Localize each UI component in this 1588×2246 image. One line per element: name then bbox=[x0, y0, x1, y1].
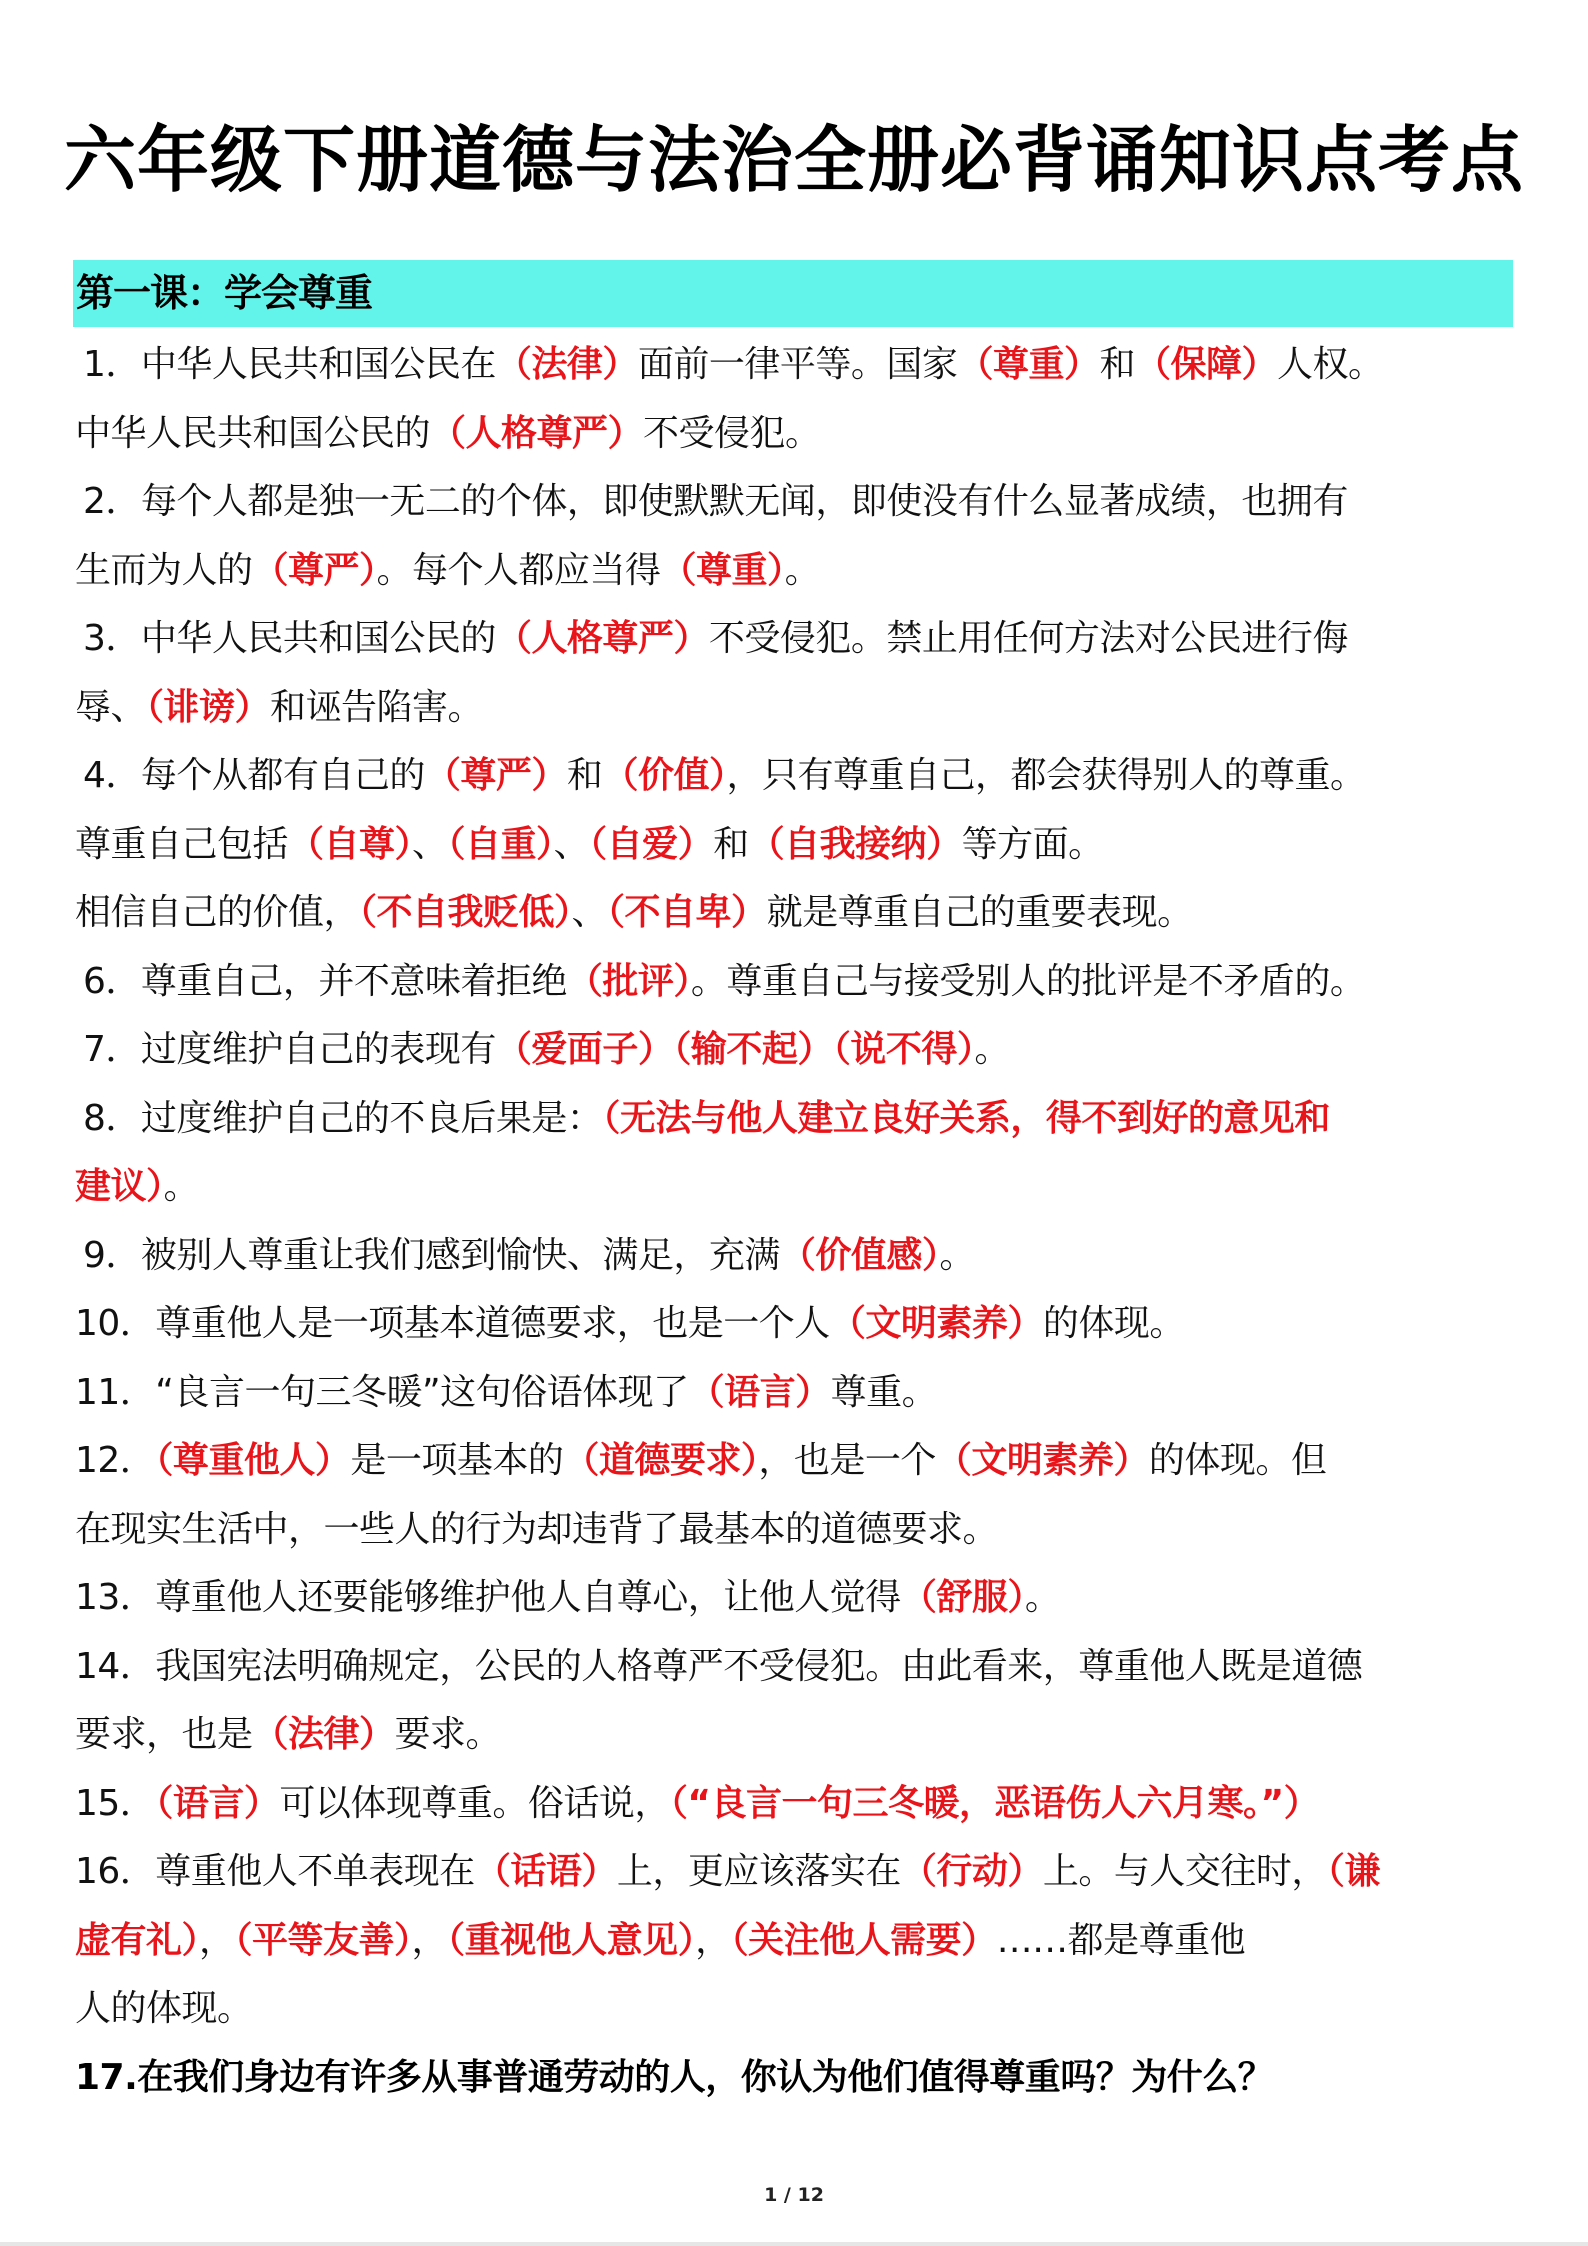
highlighted-answer: （尊严） bbox=[252, 549, 377, 591]
body-text: 就是尊重自己的重要表现。 bbox=[766, 892, 1193, 933]
body-text: 的体现。 bbox=[1042, 1303, 1185, 1344]
text-line bbox=[75, 1085, 1515, 1154]
body-text: 。 bbox=[163, 1166, 200, 1207]
highlighted-answer: （价值感） bbox=[779, 1234, 940, 1276]
body-text: 面前一律平等。国家 bbox=[637, 344, 958, 385]
body-text: 7．过度维护自己的表现有 bbox=[83, 1029, 496, 1070]
body-text: 可以体现尊重。俗话说， bbox=[279, 1782, 670, 1824]
text-line bbox=[75, 811, 1515, 880]
highlighted-answer: （尊重） bbox=[660, 549, 785, 591]
body-text: 4．每个从都有自己的 bbox=[83, 755, 425, 796]
text-line bbox=[75, 1016, 1515, 1085]
text-line bbox=[75, 948, 1515, 1017]
text-line bbox=[75, 1975, 1515, 2044]
body-text: 等方面。 bbox=[961, 823, 1104, 865]
body-text: 上，更应该落实在 bbox=[616, 1851, 901, 1892]
body-text: 是一项基本的 bbox=[350, 1440, 564, 1481]
highlighted-answer: （自重） bbox=[447, 823, 554, 865]
page-bottom-divider bbox=[0, 2242, 1588, 2246]
body-text: ……都是尊重他 bbox=[996, 1919, 1246, 1961]
highlighted-answer: （重视他人意见） bbox=[447, 1919, 696, 1961]
body-text: 在现实生活中，一些人的行为却违背了最基本的道德要求。 bbox=[75, 1508, 999, 1550]
text-line bbox=[75, 1290, 1515, 1359]
body-text: 不受侵犯。 bbox=[643, 412, 821, 454]
body-text: 15． bbox=[75, 1782, 156, 1824]
body-text: 尊重自己包括 bbox=[75, 823, 289, 865]
text-line bbox=[75, 1701, 1515, 1770]
body-text: 。尊重自己与接受别人的批评是不矛盾的。 bbox=[690, 960, 1366, 1002]
body-text: 和 bbox=[713, 823, 749, 865]
highlighted-answer: （文明素养） bbox=[935, 1440, 1149, 1481]
body-text: 辱、 bbox=[75, 686, 147, 728]
body-text: 12． bbox=[75, 1440, 156, 1481]
text-line bbox=[75, 1359, 1515, 1428]
highlighted-answer: 虚有礼） bbox=[75, 1919, 200, 1961]
highlighted-answer: （法律） bbox=[495, 344, 638, 385]
highlighted-answer: （法律） bbox=[252, 1714, 395, 1755]
text-line bbox=[75, 1222, 1515, 1291]
text-line bbox=[75, 742, 1515, 811]
body-text: 。 bbox=[974, 1029, 1010, 1070]
highlighted-answer: （自尊） bbox=[288, 823, 413, 865]
body-text: 不受侵犯。禁止用任何方法对公民进行侮 bbox=[708, 618, 1348, 659]
body-text: ， bbox=[199, 1919, 235, 1961]
body-text: 。 bbox=[1024, 1577, 1061, 1618]
body-text: ， bbox=[411, 1919, 448, 1961]
highlighted-answer: （爱面子）（输不起）（说不得） bbox=[495, 1029, 975, 1070]
body-text: 11．“良言一句三冬暖”这句俗语体现了 bbox=[75, 1371, 689, 1413]
body-text: 相信自己的价值， bbox=[75, 892, 360, 933]
body-text: 10．尊重他人是一项基本道德要求，也是一个人 bbox=[75, 1303, 830, 1344]
text-line bbox=[75, 1564, 1515, 1633]
body-text: 8．过度维护自己的不良后果是： bbox=[83, 1097, 603, 1139]
highlighted-answer: （保障） bbox=[1134, 344, 1277, 385]
body-text: 17.在我们身边有许多从事普通劳动的人，你认为他们值得尊重吗？为什么？ bbox=[75, 2056, 1274, 2098]
question-line bbox=[75, 2044, 1515, 2113]
highlighted-answer: （人格尊严） bbox=[430, 412, 644, 454]
highlighted-answer: （“良言一句三冬暖，恶语伤人六月寒。”） bbox=[669, 1782, 1320, 1824]
body-text: 上。与人交往时， bbox=[1042, 1851, 1327, 1892]
body-text: 16．尊重他人不单表现在 bbox=[75, 1851, 475, 1892]
highlighted-answer: （文明素养） bbox=[829, 1303, 1043, 1344]
body-text: 要求，也是 bbox=[75, 1714, 253, 1755]
text-line bbox=[75, 605, 1515, 674]
highlighted-answer: （自爱） bbox=[589, 823, 714, 865]
highlighted-answer: （批评） bbox=[566, 960, 691, 1002]
page-title: 六年级下册道德与法治全册必背诵知识点考点 bbox=[63, 118, 1524, 202]
highlighted-answer: （尊重他人） bbox=[155, 1440, 351, 1481]
text-line bbox=[75, 537, 1515, 606]
body-text: 尊重。 bbox=[830, 1371, 938, 1413]
body-text: 13．尊重他人还要能够维护他人自尊心，让他人觉得 bbox=[75, 1577, 901, 1618]
highlighted-answer: （行动） bbox=[900, 1851, 1043, 1892]
body-text: 中华人民共和国公民的 bbox=[75, 412, 431, 454]
body-text: 和 bbox=[1099, 344, 1135, 385]
highlighted-answer: （平等友善） bbox=[234, 1919, 412, 1961]
highlighted-answer: （话语） bbox=[474, 1851, 617, 1892]
body-text: 。 bbox=[784, 549, 821, 591]
knowledge-points-list bbox=[75, 331, 1515, 2112]
body-text: ，只有尊重自己，都会获得别人的尊重。 bbox=[726, 755, 1366, 796]
highlighted-answer: （谦 bbox=[1326, 1851, 1380, 1892]
highlighted-answer: （无法与他人建立良好关系，得不到好的意见和 bbox=[602, 1097, 1330, 1139]
body-text: 要求。 bbox=[394, 1714, 502, 1755]
body-text: 人权。 bbox=[1276, 344, 1384, 385]
body-text: 和诬告陷害。 bbox=[270, 686, 484, 728]
highlighted-answer: （人格尊严） bbox=[495, 618, 709, 659]
highlighted-answer: （语言） bbox=[155, 1782, 280, 1824]
body-text: 2．每个人都是独一无二的个体，即使默默无闻，即使没有什么显著成绩，也拥有 bbox=[83, 481, 1348, 522]
text-line bbox=[75, 1633, 1515, 1702]
highlighted-answer: 建议） bbox=[75, 1166, 164, 1207]
highlighted-answer: （尊严） bbox=[424, 755, 567, 796]
body-text: 、 bbox=[571, 892, 608, 933]
body-text: 14．我国宪法明确规定，公民的人格尊严不受侵犯。由此看来，尊重他人既是道德 bbox=[75, 1645, 1363, 1687]
body-text: 1．中华人民共和国公民在 bbox=[83, 344, 496, 385]
body-text: 9．被别人尊重让我们感到愉快、满足，充满 bbox=[83, 1234, 780, 1276]
highlighted-answer: （关注他人需要） bbox=[730, 1919, 997, 1961]
body-text: 和 bbox=[566, 755, 603, 796]
section-title: 第一课：学会尊重 bbox=[76, 271, 373, 315]
body-text: 。每个人都应当得 bbox=[376, 549, 661, 591]
body-text: 的体现。但 bbox=[1148, 1440, 1327, 1481]
page-number: 1 / 12 bbox=[764, 2184, 824, 2206]
highlighted-answer: （自我接纳） bbox=[748, 823, 962, 865]
highlighted-answer: （道德要求） bbox=[563, 1440, 759, 1481]
body-text: ，也是一个 bbox=[758, 1440, 936, 1481]
body-text: 、 bbox=[412, 823, 448, 865]
text-line bbox=[75, 400, 1515, 469]
text-line bbox=[75, 1907, 1515, 1976]
body-text: 、 bbox=[553, 823, 590, 865]
highlighted-answer: （舒服） bbox=[900, 1577, 1025, 1618]
text-line bbox=[75, 1427, 1515, 1496]
highlighted-answer: （诽谤） bbox=[146, 686, 271, 728]
text-line bbox=[75, 331, 1515, 400]
body-text: ， bbox=[695, 1919, 731, 1961]
body-text: 。 bbox=[939, 1234, 975, 1276]
text-line bbox=[75, 1838, 1515, 1907]
text-line bbox=[75, 1496, 1515, 1565]
body-text: 3．中华人民共和国公民的 bbox=[83, 618, 496, 659]
text-line bbox=[75, 1153, 1515, 1222]
highlighted-answer: （不自卑） bbox=[607, 892, 767, 933]
text-line bbox=[75, 468, 1515, 537]
highlighted-answer: （尊重） bbox=[957, 344, 1100, 385]
highlighted-answer: （不自我贬低） bbox=[359, 892, 572, 933]
body-text: 6．尊重自己，并不意味着拒绝 bbox=[83, 960, 567, 1002]
text-line bbox=[75, 674, 1515, 743]
text-line bbox=[75, 879, 1515, 948]
body-text: 生而为人的 bbox=[75, 549, 253, 591]
text-line bbox=[75, 1770, 1515, 1839]
body-text: 人的体现。 bbox=[75, 1988, 253, 2029]
highlighted-answer: （语言） bbox=[688, 1371, 831, 1413]
highlighted-answer: （价值） bbox=[602, 755, 727, 796]
